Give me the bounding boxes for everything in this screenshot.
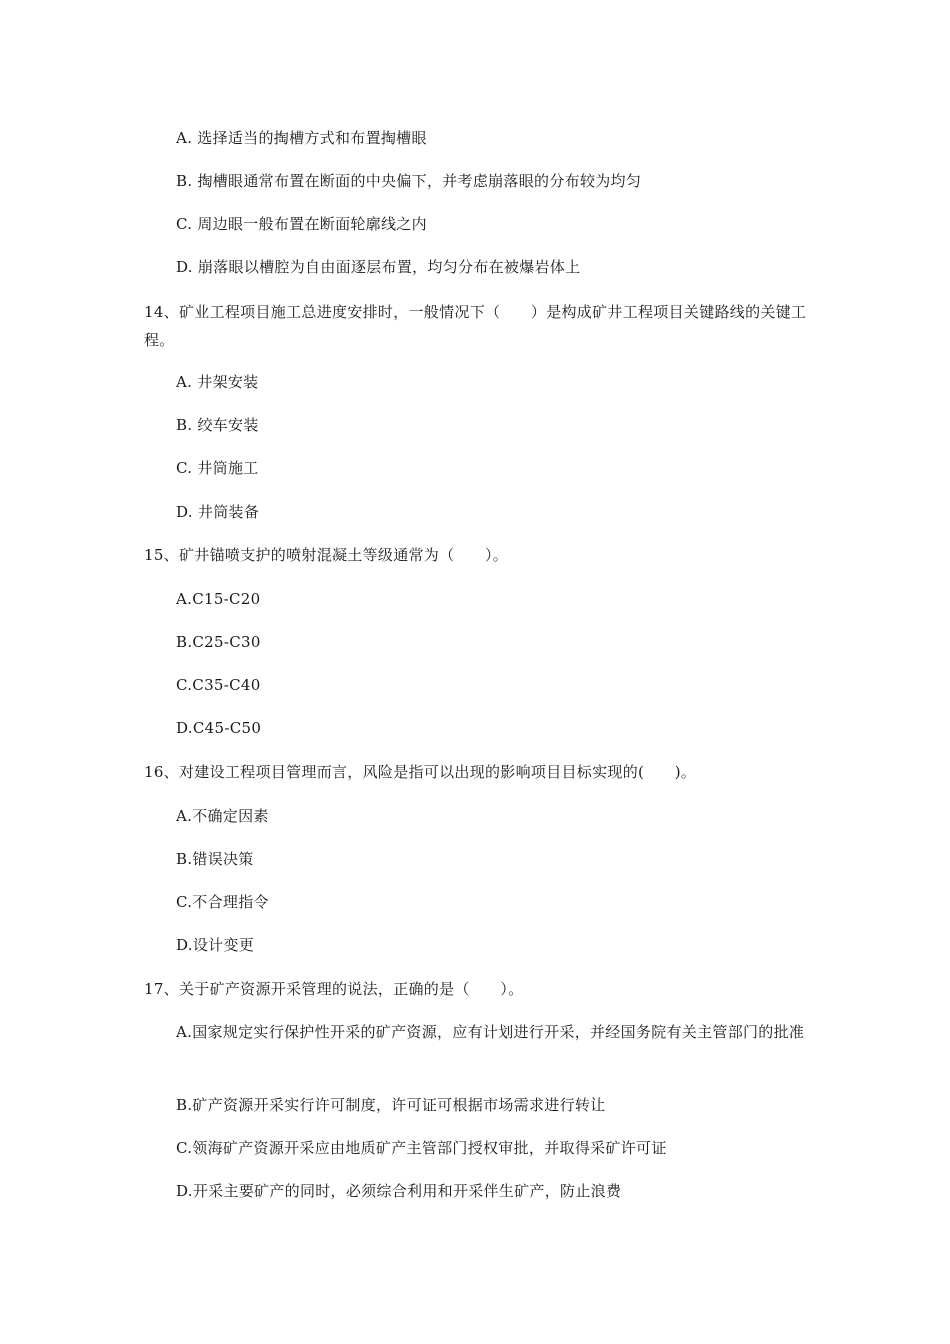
q15-option-a: A.C15-C20: [176, 590, 261, 608]
q15-option-c: C.C35-C40: [176, 676, 261, 694]
q15-option-d: D.C45-C50: [176, 719, 262, 737]
q13-option-c: C. 周边眼一般布置在断面轮廓线之内: [176, 215, 427, 233]
q14-option-d: D. 井筒装备: [176, 503, 260, 521]
q13-option-a: A. 选择适当的掏槽方式和布置掏槽眼: [176, 129, 427, 147]
q16-option-b: B.错误决策: [176, 850, 254, 868]
q17-option-b: B.矿产资源开采实行许可制度，许可证可根据市场需求进行转让: [176, 1096, 606, 1114]
q14-option-c: C. 井筒施工: [176, 459, 259, 477]
q17-option-a: A.国家规定实行保护性开采的矿产资源，应有计划进行开采，并经国务院有关主管部门的批准: [176, 1023, 805, 1041]
q16-option-c: C.不合理指令: [176, 893, 269, 911]
q13-option-d: D. 崩落眼以槽腔为自由面逐层布置，均匀分布在被爆岩体上: [176, 258, 581, 276]
q17-option-d: D.开采主要矿产的同时，必须综合利用和开采伴生矿产，防止浪费: [176, 1182, 622, 1200]
q17-option-c: C.领海矿产资源开采应由地质矿产主管部门授权审批，并取得采矿许可证: [176, 1139, 667, 1157]
q14-option-b: B. 绞车安装: [176, 416, 259, 434]
q16-stem: 16、对建设工程项目管理而言，风险是指可以出现的影响项目目标实现的( )。: [144, 763, 697, 781]
q16-option-d: D.设计变更: [176, 936, 255, 954]
q17-stem: 17、关于矿产资源开采管理的说法，正确的是（ ）。: [144, 980, 524, 998]
q16-option-a: A.不确定因素: [176, 807, 269, 825]
q15-stem: 15、矿井锚喷支护的喷射混凝土等级通常为（ ）。: [144, 546, 509, 564]
q13-option-b: B. 掏槽眼通常布置在断面的中央偏下，并考虑崩落眼的分布较为均匀: [176, 172, 642, 190]
q15-option-b: B.C25-C30: [176, 633, 261, 651]
q14-stem: 14、矿业工程项目施工总进度安排时，一般情况下（ ）是构成矿井工程项目关键路线的关键工程。: [144, 303, 807, 349]
q14-option-a: A. 井架安装: [176, 373, 259, 391]
